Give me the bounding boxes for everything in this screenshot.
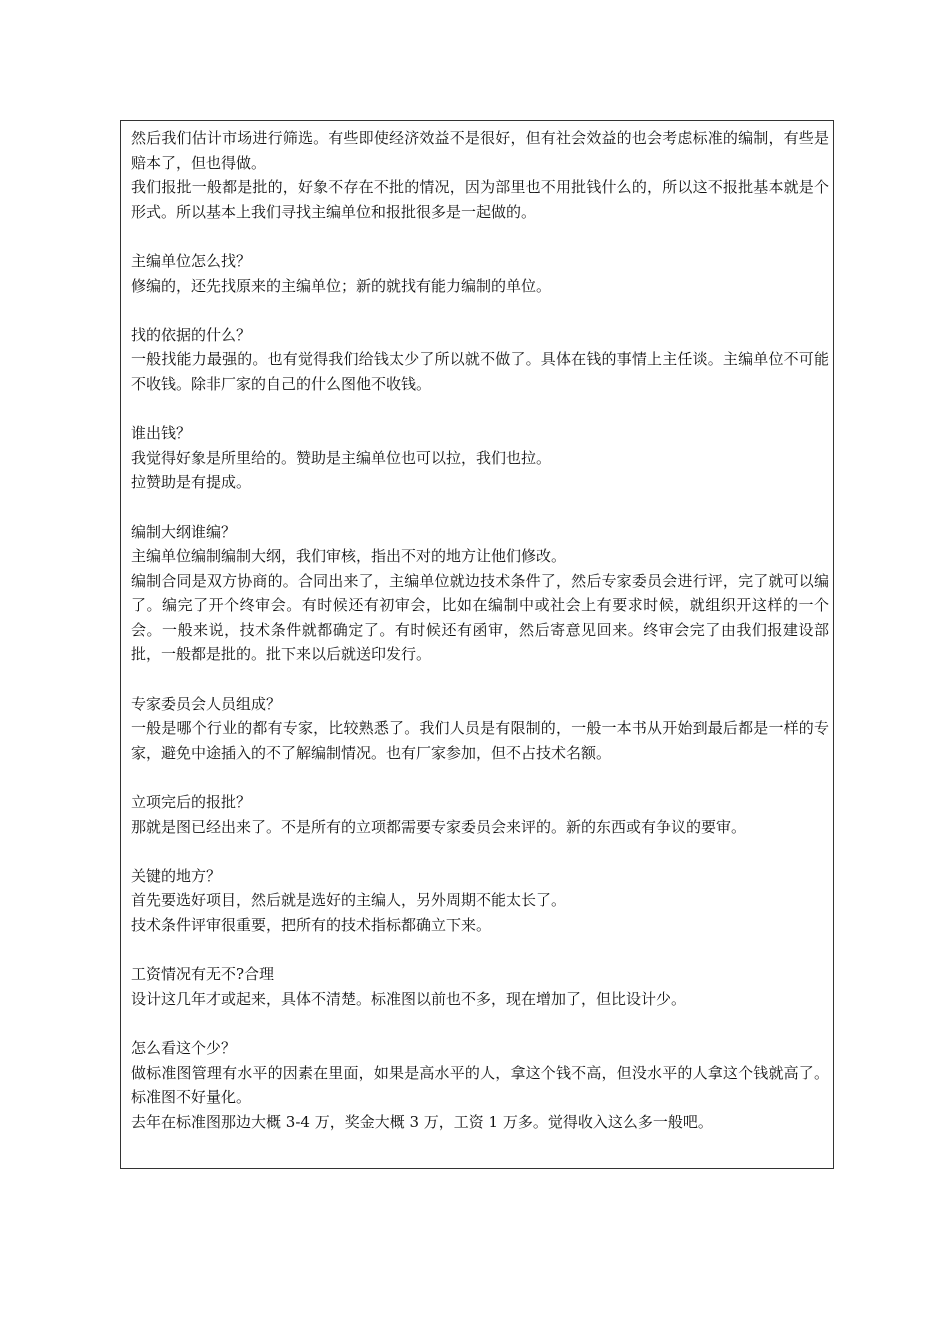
question-heading: 主编单位怎么找？: [131, 251, 252, 270]
answer-paragraph: 编制合同是双方协商的。合同出来了，主编单位就边技术条件了，然后专家委员会进行评，完了就可以编了。编完了开个终审会。有时候还有初审会，比如在编制中或社会上有要求时候，就组织开这样的一个会。一般来说，技术条件就都确定了。有时候还有函审，然后寄意见回来。终审会完了由我们报建设部批，一般都是批的。批下来以后就送印发行。: [131, 571, 829, 664]
answer-paragraph: 我觉得好象是所里给的。赞助是主编单位也可以拉，我们也拉。: [131, 448, 552, 467]
question-heading: 专家委员会人员组成？: [131, 694, 282, 713]
answer-paragraph: 我们报批一般都是批的，好象不存在不批的情况，因为部里也不用批钱什么的，所以这不报批基本就是个形式。所以基本上我们寻找主编单位和报批很多是一起做的。: [131, 178, 829, 221]
answer-paragraph: 设计这几年才或起来，具体不清楚。标准图以前也不多，现在增加了，但比设计少。: [131, 989, 687, 1008]
answer-paragraph: 首先要选好项目，然后就是选好的主编人，另外周期不能太长了。: [131, 891, 567, 910]
answer-paragraph: 做标准图管理有水平的因素在里面，如果是高水平的人，拿这个钱不高，但没水平的人拿这个钱就高了。标准图不好量化。: [131, 1063, 829, 1107]
blank-line: [131, 397, 829, 422]
answer-paragraph: 然后我们估计市场进行筛选。有些即使经济效益不是很好，但有社会效益的也会考虑标准的编制，有些是赔本了，但也得做。: [131, 129, 829, 172]
answer-paragraph: 去年在标准图那边大概 3-4 万，奖金大概 3 万，工资 1 万多。觉得收入这么多一般吧。: [131, 1112, 713, 1131]
answer-paragraph: 拉赞助是有提成。: [131, 473, 252, 492]
question-heading: 谁出钱？: [131, 424, 192, 443]
question-heading: 工资情况有无不?合理: [131, 965, 275, 984]
question-heading: 立项完后的报批？: [131, 793, 252, 812]
blank-line: [131, 224, 829, 249]
answer-paragraph: 那就是图已经出来了。不是所有的立项都需要专家委员会来评的。新的东西或有争议的要审。: [131, 817, 747, 836]
blank-line: [131, 495, 829, 520]
answer-paragraph: 一般是哪个行业的都有专家，比较熟悉了。我们人员是有限制的，一般一本书从开始到最后都是一样的专家，避免中途插入的不了解编制情况。也有厂家参加，但不占技术名额。: [131, 719, 829, 762]
blank-line: [131, 298, 829, 323]
question-heading: 找的依据的什么？: [131, 325, 252, 344]
document-content: [131, 126, 829, 1134]
answer-paragraph: 修编的，还先找原来的主编单位；新的就找有能力编制的单位。: [131, 276, 552, 295]
blank-line: [131, 839, 829, 864]
answer-paragraph: 一般找能力最强的。也有觉得我们给钱太少了所以就不做了。具体在钱的事情上主任谈。主编单位不可能不收钱。除非厂家的自己的什么图他不收钱。: [131, 350, 829, 393]
question-heading: 关键的地方？: [131, 866, 222, 885]
answer-paragraph: 主编单位编制编制大纲，我们审核，指出不对的地方让他们修改。: [131, 547, 567, 566]
blank-line: [131, 765, 829, 790]
blank-line: [131, 938, 829, 963]
blank-line: [131, 1011, 829, 1036]
question-heading: 编制大纲谁编？: [131, 522, 237, 541]
question-heading: 怎么看这个少？: [131, 1038, 237, 1057]
answer-paragraph: 技术条件评审很重要，把所有的技术指标都确立下来。: [131, 916, 492, 934]
blank-line: [131, 667, 829, 692]
